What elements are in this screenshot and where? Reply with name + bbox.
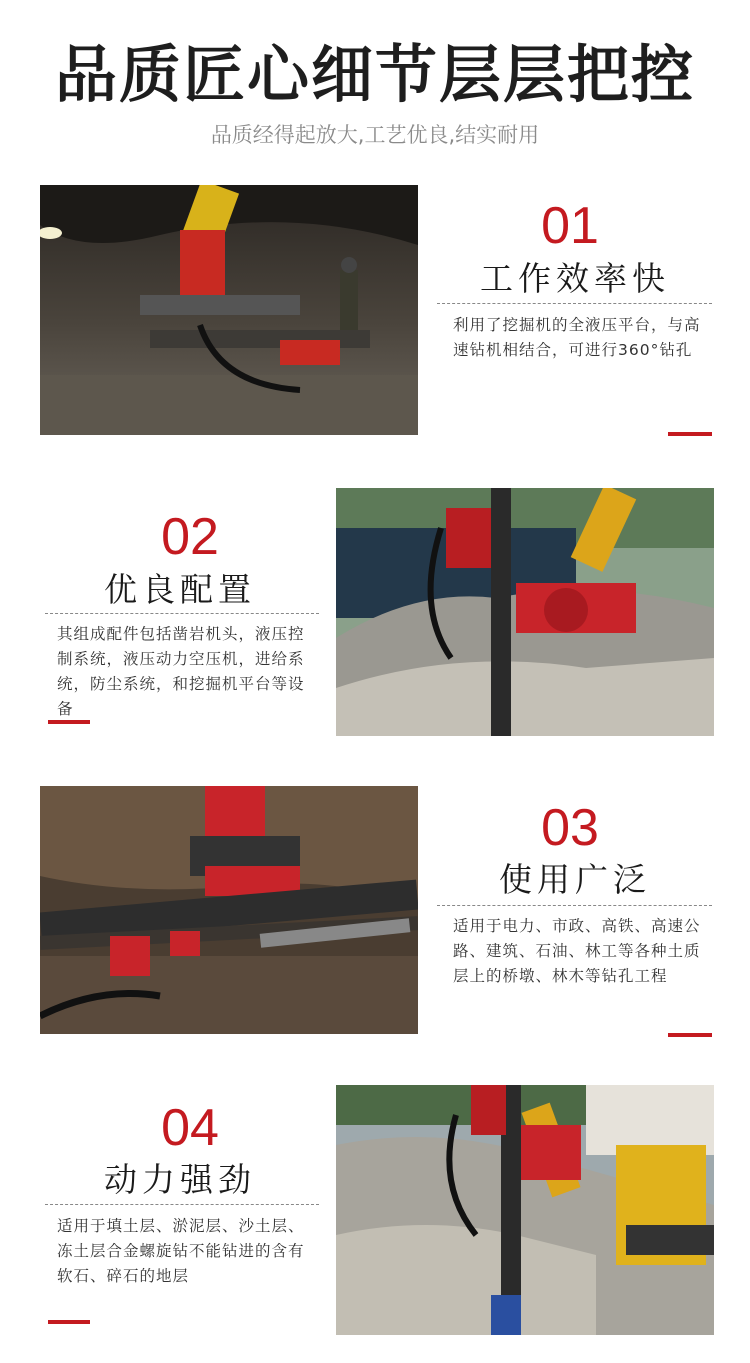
accent-bar [48, 720, 90, 724]
excavator-drill-photo [336, 1085, 714, 1335]
feature-number-01: 01 [541, 197, 599, 255]
tunnel-drilling-photo [40, 185, 418, 435]
feature-number-02: 02 [161, 508, 219, 566]
rock-drilling-photo [40, 786, 418, 1034]
feature-heading-03: 使用广泛 [499, 860, 651, 899]
page-title: 品质匠心细节层层把控 [54, 38, 695, 111]
divider [45, 1204, 319, 1205]
feature-number-04: 04 [161, 1099, 219, 1157]
feature-description-04: 适用于填土层、淤泥层、沙土层、冻土层合金螺旋钻不能钻进的含有软石、碎石的地层 [57, 1217, 305, 1285]
accent-bar [48, 1320, 90, 1324]
feature-heading-02: 优良配置 [104, 570, 256, 609]
accent-bar [668, 432, 712, 436]
page-subtitle: 品质经得起放大,工艺优良,结实耐用 [210, 123, 540, 147]
feature-description-02: 其组成配件包括凿岩机头，液压控制系统，液压动力空压机，进给系统，防尘系统，和挖掘机平台等设备 [57, 625, 305, 718]
divider [437, 303, 712, 304]
feature-number-03: 03 [541, 799, 599, 857]
accent-bar [668, 1033, 712, 1037]
divider [45, 613, 319, 614]
divider [437, 905, 712, 906]
quarry-drilling-photo [336, 488, 714, 736]
feature-heading-04: 动力强劲 [104, 1160, 256, 1199]
feature-description-01: 利用了挖掘机的全液压平台，与高速钻机相结合，可进行360°钻孔 [453, 316, 701, 359]
feature-heading-01: 工作效率快 [480, 259, 670, 298]
feature-description-03: 适用于电力、市政、高铁、高速公路、建筑、石油、林工等各种土质层上的桥墩、林木等钻孔工程 [453, 917, 701, 985]
